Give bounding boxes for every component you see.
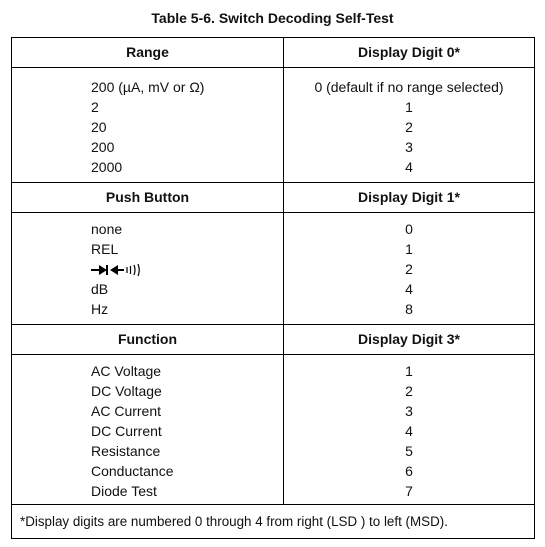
table-row [12, 137, 534, 157]
row-label: DC Current [91, 423, 162, 439]
section-header-push-button [12, 183, 534, 213]
table-row [12, 279, 534, 299]
row-value: 0 [405, 221, 413, 237]
row-value: 8 [405, 301, 413, 317]
row-label: 20 [91, 119, 107, 135]
column-header-label: Function [117, 331, 178, 347]
row-value: 7 [405, 483, 413, 499]
column-header-value: Display Digit 3* [358, 331, 460, 347]
row-value: 1 [405, 99, 413, 115]
row-value: 2 [405, 261, 413, 277]
row-value: 6 [405, 463, 413, 479]
table-row [12, 381, 534, 401]
row-value: 1 [405, 241, 413, 257]
table-row [12, 441, 534, 461]
row-value: 0 (default if no range selected) [314, 79, 504, 95]
row-value: 5 [405, 443, 413, 459]
row-value: 2 [405, 383, 413, 399]
row-value: 4 [405, 423, 413, 439]
table-row [12, 157, 534, 177]
row-label: Hz [91, 301, 109, 317]
footnote: *Display digits are numbered 0 through 4 from right (LSD ) to left (MSD). [20, 514, 448, 529]
column-header-label: Range [126, 44, 169, 60]
table-row [12, 117, 534, 137]
row-value: 3 [405, 139, 413, 155]
table-row [12, 461, 534, 481]
section-divider [12, 504, 534, 505]
table-row [12, 299, 534, 319]
continuity-diode-icon-graphic [91, 263, 143, 277]
row-value: 4 [405, 159, 413, 175]
table-row [12, 361, 534, 381]
table-row [12, 239, 534, 259]
table-row [12, 259, 534, 279]
row-label: dB [91, 281, 109, 297]
row-label: none [91, 221, 123, 237]
row-label: 200 [91, 139, 115, 155]
table-row [12, 421, 534, 441]
row-label: 2000 [91, 159, 123, 175]
row-value: 1 [405, 363, 413, 379]
section-header-function [12, 325, 534, 355]
row-label: AC Voltage [91, 363, 162, 379]
table-row [12, 481, 534, 501]
row-label: REL [91, 241, 119, 257]
row-label: AC Current [91, 403, 162, 419]
row-label: Diode Test [91, 483, 157, 499]
row-label: 2 [91, 99, 99, 115]
row-label: 200 (µA, mV or Ω) [91, 79, 205, 95]
row-value: 2 [405, 119, 413, 135]
table-row [12, 219, 534, 239]
table-row [12, 77, 534, 97]
table-row [12, 401, 534, 421]
row-label: Conductance [91, 463, 174, 479]
row-value: 4 [405, 281, 413, 297]
column-header-value: Display Digit 1* [358, 189, 460, 205]
table-row [12, 97, 534, 117]
column-header-value: Display Digit 0* [358, 44, 460, 60]
table-title: Table 5-6. Switch Decoding Self-Test [151, 10, 394, 26]
row-label: DC Voltage [91, 383, 162, 399]
section-header-range [12, 38, 534, 68]
continuity-diode-icon [91, 259, 143, 279]
column-header-label: Push Button [105, 189, 190, 205]
row-value: 3 [405, 403, 413, 419]
row-label: Resistance [91, 443, 161, 459]
switch-decoding-table [11, 37, 535, 539]
